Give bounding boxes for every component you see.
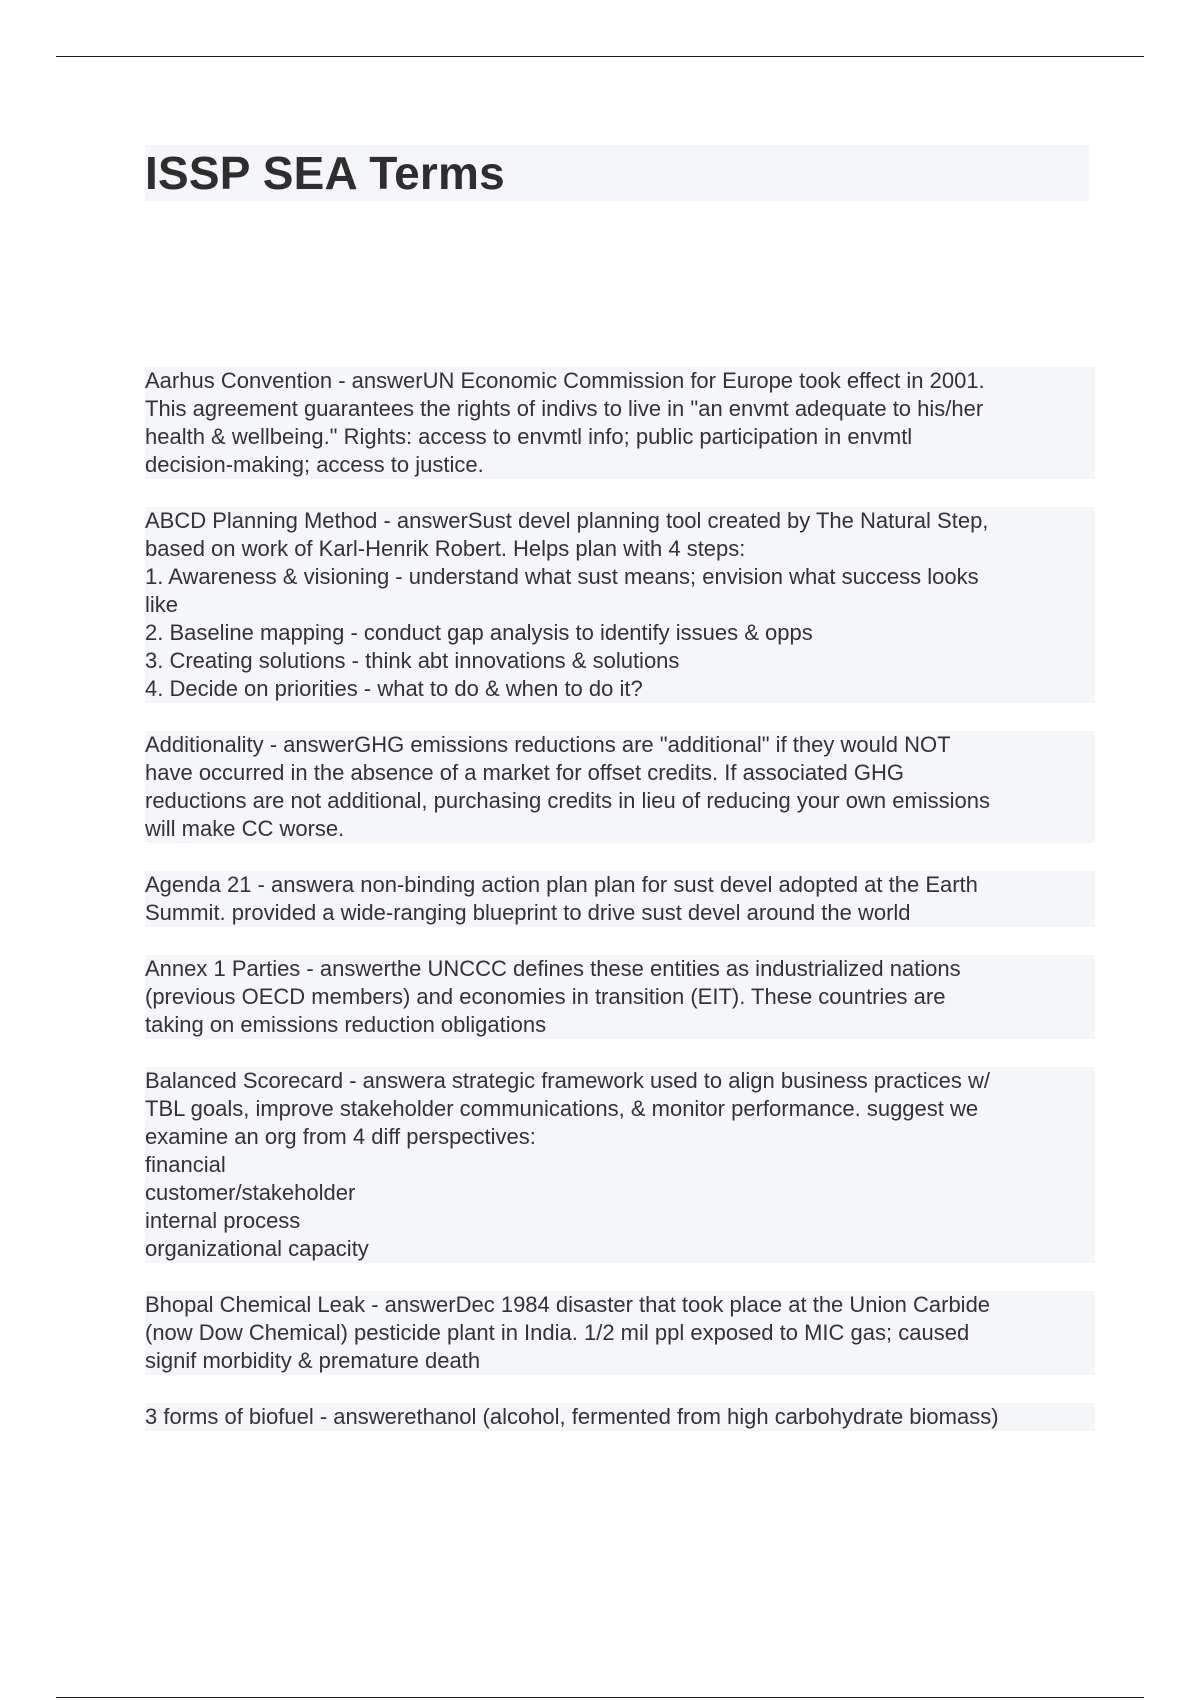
term-entry — [145, 871, 1095, 927]
term-line: ABCD Planning Method - answerSust devel planning tool created by The Natural Step, — [145, 507, 1095, 535]
term-entry — [145, 955, 1095, 1039]
term-entry — [145, 367, 1095, 479]
top-rule — [56, 56, 1144, 57]
term-line: decision-making; access to justice. — [145, 451, 1095, 479]
term-line: Balanced Scorecard - answera strategic framework used to align business practices w/ — [145, 1067, 1095, 1095]
term-line: Aarhus Convention - answerUN Economic Commission for Europe took effect in 2001. — [145, 367, 1095, 395]
term-line: financial — [145, 1151, 1095, 1179]
term-line: Additionality - answerGHG emissions reductions are "additional" if they would NOT — [145, 731, 1095, 759]
term-line: 3. Creating solutions - think abt innovations & solutions — [145, 647, 1095, 675]
term-line: like — [145, 591, 1095, 619]
term-line: 3 forms of biofuel - answerethanol (alcohol, fermented from high carbohydrate biomass) — [145, 1403, 1095, 1431]
term-list — [145, 367, 1095, 1459]
term-line: TBL goals, improve stakeholder communications, & monitor performance. suggest we — [145, 1095, 1095, 1123]
term-entry — [145, 1291, 1095, 1375]
term-line: Agenda 21 - answera non-binding action plan plan for sust devel adopted at the Earth — [145, 871, 1095, 899]
bottom-rule — [56, 1697, 1144, 1698]
term-line: (now Dow Chemical) pesticide plant in India. 1/2 mil ppl exposed to MIC gas; caused — [145, 1319, 1095, 1347]
term-line: examine an org from 4 diff perspectives: — [145, 1123, 1095, 1151]
term-entry — [145, 1403, 1095, 1431]
term-line: taking on emissions reduction obligations — [145, 1011, 1095, 1039]
term-line: have occurred in the absence of a market for offset credits. If associated GHG — [145, 759, 1095, 787]
term-line: Annex 1 Parties - answerthe UNCCC defines these entities as industrialized nations — [145, 955, 1095, 983]
term-line: will make CC worse. — [145, 815, 1095, 843]
term-line: signif morbidity & premature death — [145, 1347, 1095, 1375]
term-line: 1. Awareness & visioning - understand what sust means; envision what success looks — [145, 563, 1095, 591]
term-line: Summit. provided a wide-ranging blueprint to drive sust devel around the world — [145, 899, 1095, 927]
page-title: ISSP SEA Terms — [145, 147, 505, 199]
term-line: health & wellbeing." Rights: access to envmtl info; public participation in envmtl — [145, 423, 1095, 451]
term-line: organizational capacity — [145, 1235, 1095, 1263]
term-entry — [145, 1067, 1095, 1263]
term-line: customer/stakeholder — [145, 1179, 1095, 1207]
term-line: 2. Baseline mapping - conduct gap analysis to identify issues & opps — [145, 619, 1095, 647]
term-line: reductions are not additional, purchasing credits in lieu of reducing your own emissions — [145, 787, 1095, 815]
term-entry — [145, 731, 1095, 843]
term-line: internal process — [145, 1207, 1095, 1235]
term-line: 4. Decide on priorities - what to do & when to do it? — [145, 675, 1095, 703]
term-line: (previous OECD members) and economies in transition (EIT). These countries are — [145, 983, 1095, 1011]
term-line: Bhopal Chemical Leak - answerDec 1984 disaster that took place at the Union Carbide — [145, 1291, 1095, 1319]
term-entry — [145, 507, 1095, 703]
term-line: This agreement guarantees the rights of indivs to live in "an envmt adequate to his/her — [145, 395, 1095, 423]
term-line: based on work of Karl-Henrik Robert. Helps plan with 4 steps: — [145, 535, 1095, 563]
